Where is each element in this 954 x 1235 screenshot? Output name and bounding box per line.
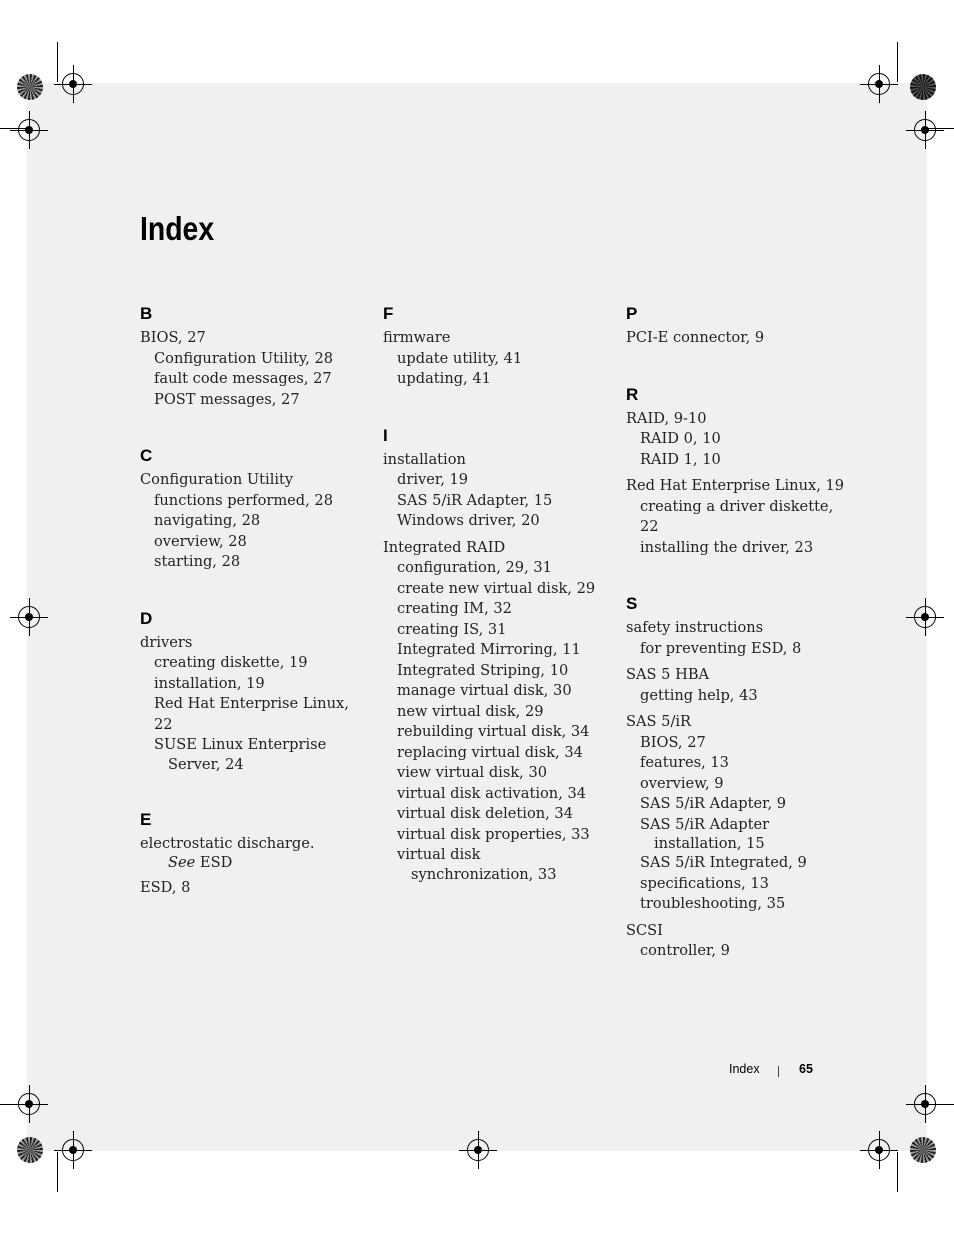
index-section	[383, 300, 613, 390]
index-subentry: overview, 9	[640, 774, 724, 792]
index-subentry: creating IS, 31	[397, 620, 507, 638]
index-subentry: SAS 5/iR Adapter	[640, 815, 770, 833]
trim-line	[897, 42, 898, 82]
index-section	[626, 590, 856, 962]
index-subentry: virtual disk properties, 33	[397, 825, 590, 843]
index-subentry: for preventing ESD, 8	[640, 639, 802, 657]
index-subentry: overview, 28	[154, 532, 247, 550]
section-letter: B	[140, 304, 153, 323]
index-term: safety instructions	[626, 619, 764, 636]
index-subentry: create new virtual disk, 29	[397, 579, 596, 597]
see-target: ESD	[199, 854, 233, 871]
index-term: SCSI	[626, 921, 663, 939]
index-subentry: virtual disk	[397, 846, 481, 863]
index-subentry-continuation: installation, 15	[654, 835, 765, 852]
index-term: electrostatic discharge.	[140, 834, 315, 852]
section-letter: S	[626, 594, 638, 613]
index-term: Configuration Utility	[140, 471, 294, 488]
index-section	[626, 300, 856, 349]
trim-line	[897, 1152, 898, 1192]
calibration-disc-icon	[910, 1137, 936, 1163]
index-subentry: SAS 5/iR Integrated, 9	[640, 854, 807, 871]
section-letter: F	[383, 304, 394, 323]
index-term: firmware	[383, 329, 451, 346]
see-reference	[140, 854, 370, 872]
index-section	[626, 381, 856, 559]
index-subentry: installation, 19	[154, 674, 265, 692]
index-entry	[383, 328, 613, 390]
index-column	[626, 300, 856, 994]
index-subentry: new virtual disk, 29	[397, 702, 544, 720]
index-subentry: Windows driver, 20	[397, 512, 540, 529]
index-section	[383, 422, 613, 884]
index-subentry: update utility, 41	[397, 349, 523, 367]
index-entry	[626, 665, 856, 706]
index-subentry: installing the driver, 23	[640, 538, 814, 556]
index-entry	[626, 712, 856, 915]
index-subentry-continuation: synchronization, 33	[411, 865, 557, 883]
index-entry	[140, 633, 370, 774]
index-section	[140, 300, 370, 410]
index-entry	[140, 878, 370, 899]
section-letter: C	[140, 446, 153, 465]
index-entry	[140, 328, 370, 410]
index-subentry: Integrated Mirroring, 11	[397, 641, 581, 658]
index-entry	[140, 834, 370, 873]
index-section	[140, 605, 370, 774]
index-entry	[626, 476, 856, 558]
index-subentry: troubleshooting, 35	[640, 895, 786, 912]
section-letter: E	[140, 809, 152, 829]
calibration-disc-icon	[910, 74, 936, 100]
index-subentry: RAID 1, 10	[640, 450, 721, 468]
calibration-disc-icon	[17, 74, 43, 100]
index-term: PCI-E connector, 9	[626, 329, 765, 346]
trim-line	[57, 1152, 58, 1192]
footer-section-label: Index	[729, 1062, 760, 1076]
section-letter: I	[383, 425, 388, 445]
index-column	[383, 300, 613, 916]
index-subentry: BIOS, 27	[640, 733, 706, 751]
index-subentry: updating, 41	[397, 370, 491, 387]
index-entry	[383, 538, 613, 884]
footer-divider	[778, 1066, 779, 1077]
index-subentry: SAS 5/iR Adapter, 15	[397, 491, 553, 509]
see-label: See	[168, 854, 196, 871]
index-term: SAS 5 HBA	[626, 666, 710, 683]
index-subentry: Integrated Striping, 10	[397, 661, 569, 679]
index-subentry: fault code messages, 27	[154, 370, 332, 387]
index-term: BIOS, 27	[140, 329, 206, 346]
index-subentry: manage virtual disk, 30	[397, 682, 572, 699]
index-subentry: starting, 28	[154, 553, 241, 570]
index-subentry: replacing virtual disk, 34	[397, 743, 583, 761]
index-subentry: functions performed, 28	[154, 491, 334, 509]
index-subentry: driver, 19	[397, 471, 469, 488]
footer-page-number: 65	[799, 1062, 813, 1076]
index-subentry: controller, 9	[640, 942, 730, 959]
page-title: Index	[140, 210, 215, 247]
index-term: drivers	[140, 633, 193, 651]
index-term: installation	[383, 450, 466, 468]
index-term: RAID, 9-10	[626, 409, 707, 427]
index-subentry: specifications, 13	[640, 874, 769, 892]
index-subentry: rebuilding virtual disk, 34	[397, 723, 590, 740]
index-subentry: navigating, 28	[154, 512, 261, 529]
section-letter: P	[626, 304, 638, 323]
index-term: Integrated RAID	[383, 538, 506, 556]
index-subentry: creating a driver diskette, 22	[640, 497, 834, 535]
trim-line	[57, 42, 58, 82]
index-subentry: creating diskette, 19	[154, 654, 308, 671]
index-entry	[626, 921, 856, 962]
index-section	[140, 442, 370, 573]
index-entry	[626, 409, 856, 471]
index-subentry: virtual disk deletion, 34	[397, 805, 573, 822]
index-column	[140, 300, 370, 931]
index-subentry: Red Hat Enterprise Linux, 22	[154, 695, 349, 733]
index-subentry-continuation: Server, 24	[168, 755, 244, 773]
index-entry	[383, 450, 613, 532]
index-term: Red Hat Enterprise Linux, 19	[626, 477, 845, 494]
index-subentry: creating IM, 32	[397, 600, 512, 617]
index-subentry: SUSE Linux Enterprise	[154, 736, 327, 753]
section-letter: R	[626, 384, 639, 404]
index-entry	[626, 618, 856, 659]
index-term: ESD, 8	[140, 879, 191, 896]
index-subentry: RAID 0, 10	[640, 430, 721, 447]
index-subentry: SAS 5/iR Adapter, 9	[640, 795, 787, 812]
index-entry	[626, 328, 856, 349]
index-subentry: configuration, 29, 31	[397, 559, 552, 576]
index-section	[140, 806, 370, 899]
index-subentry: virtual disk activation, 34	[397, 784, 587, 802]
index-subentry: getting help, 43	[640, 686, 758, 704]
index-entry	[140, 470, 370, 573]
index-subentry: view virtual disk, 30	[397, 764, 548, 781]
calibration-disc-icon	[17, 1137, 43, 1163]
index-subentry: POST messages, 27	[154, 390, 300, 408]
section-letter: D	[140, 608, 153, 628]
index-subentry: features, 13	[640, 754, 729, 771]
index-term: SAS 5/iR	[626, 713, 692, 730]
index-subentry: Configuration Utility, 28	[154, 349, 334, 367]
